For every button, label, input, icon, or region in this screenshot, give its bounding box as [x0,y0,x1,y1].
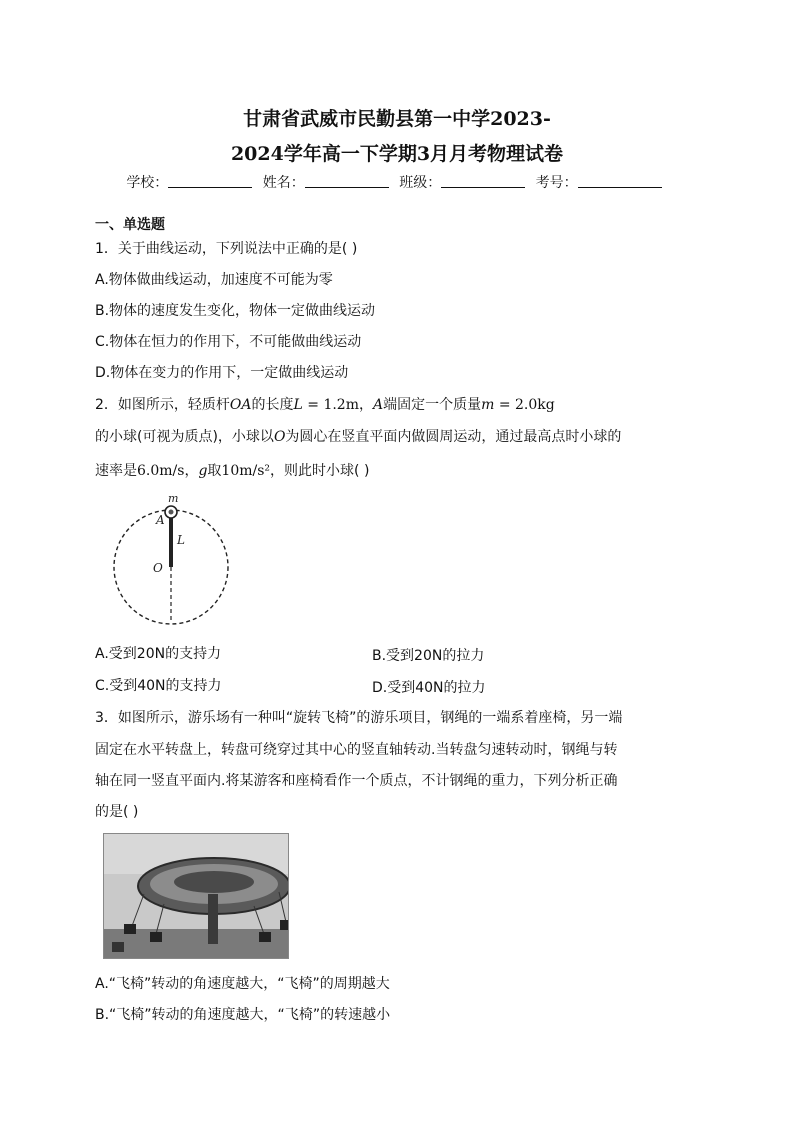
q2-speed-value: 6.0m/s [137,463,185,479]
q3-stem-line2: 固定在水平转盘上，转盘可绕穿过其中心的竖直轴转动.当转盘匀速转动时，钢绳与转 [95,742,618,758]
q2-option-b: B.受到20N的拉力 [372,648,485,664]
label-l: L [177,533,185,547]
label-m: m [168,493,179,505]
q1-option-a: A.物体做曲线运动，加速度不可能为零 [95,272,333,288]
exam-title-line1: 甘肃省武威市民勤县第一中学2023- [243,108,551,130]
q2-text: 速率是 [95,463,137,479]
q2-stem-line3 [95,462,369,480]
q2-var-m: m [481,397,495,413]
q1-option-d: D.物体在变力的作用下，一定做曲线运动 [95,365,349,381]
student-info-row [0,172,794,192]
q2-mass-value: = 2.0kg [494,397,555,413]
q2-var-oa: OA [229,397,252,413]
label-o: O [153,561,163,575]
q2-stem-line1 [95,396,555,414]
q2-gravity-value: 10m/s² [221,463,271,479]
q2-option-a: A.受到20N的支持力 [95,646,222,662]
q2-var-o: O [273,429,286,445]
class-blank[interactable] [441,175,525,188]
q2-option-c: C.受到40N的支持力 [95,678,222,694]
name-blank[interactable] [305,175,389,188]
q2-text: 为圆心在竖直平面内做圆周运动，通过最高点时小球的 [285,429,622,445]
q2-text: 端固定一个质量 [383,397,482,413]
class-label: 班级： [399,175,442,191]
exam-number-blank[interactable] [578,175,662,188]
ball-shading [169,510,174,515]
exam-number-label: 考号： [535,175,578,191]
q1-option-b: B.物体的速度发生变化，物体一定做曲线运动 [95,303,376,319]
q3-option-a: A.“飞椅”转动的角速度越大，“飞椅”的周期越大 [95,976,390,992]
q2-text: 的小球(可视为质点)，小球以 [95,429,274,445]
q2-text: 2．如图所示，轻质杆 [95,397,230,413]
name-label: 姓名： [262,175,305,191]
q3-stem-line1: 3．如图所示，游乐场有一种叫“旋转飞椅”的游乐项目，钢绳的一端系着座椅，另一端 [95,710,623,726]
q1-option-c: C.物体在恒力的作用下，不可能做曲线运动 [95,334,362,350]
q3-stem-line4: 的是( ) [95,804,139,820]
q2-option-d: D.受到40N的拉力 [372,680,486,696]
label-a: A [156,513,165,527]
q2-text: ， [184,463,199,479]
school-blank[interactable] [168,175,252,188]
section-heading: 一、单选题 [95,217,165,233]
q1-stem: 1．关于曲线运动，下列说法中正确的是( ) [95,241,358,257]
q2-text: 取 [207,463,222,479]
q2-var-a: A [372,397,384,413]
q2-circle-rod-figure [108,493,238,628]
q3-option-b: B.“飞椅”转动的角速度越大，“飞椅”的转速越小 [95,1007,391,1023]
swing-ride-photo-art [104,834,288,958]
q2-var-g: g [198,463,208,479]
swing-ride-photo [103,833,289,959]
q2-text: 的长度 [251,397,294,413]
q2-length-value: = 1.2m， [302,397,373,413]
q3-stem-line3: 轴在同一竖直平面内.将某游客和座椅看作一个质点，不计钢绳的重力，下列分析正确 [95,773,618,789]
school-label: 学校： [126,175,169,191]
exam-title-line2: 2024学年高一下学期3月月考物理试卷 [230,143,564,165]
q2-text: ，则此时小球( ) [270,463,370,479]
q2-var-l: L [293,397,303,413]
q2-stem-line2 [95,428,621,446]
